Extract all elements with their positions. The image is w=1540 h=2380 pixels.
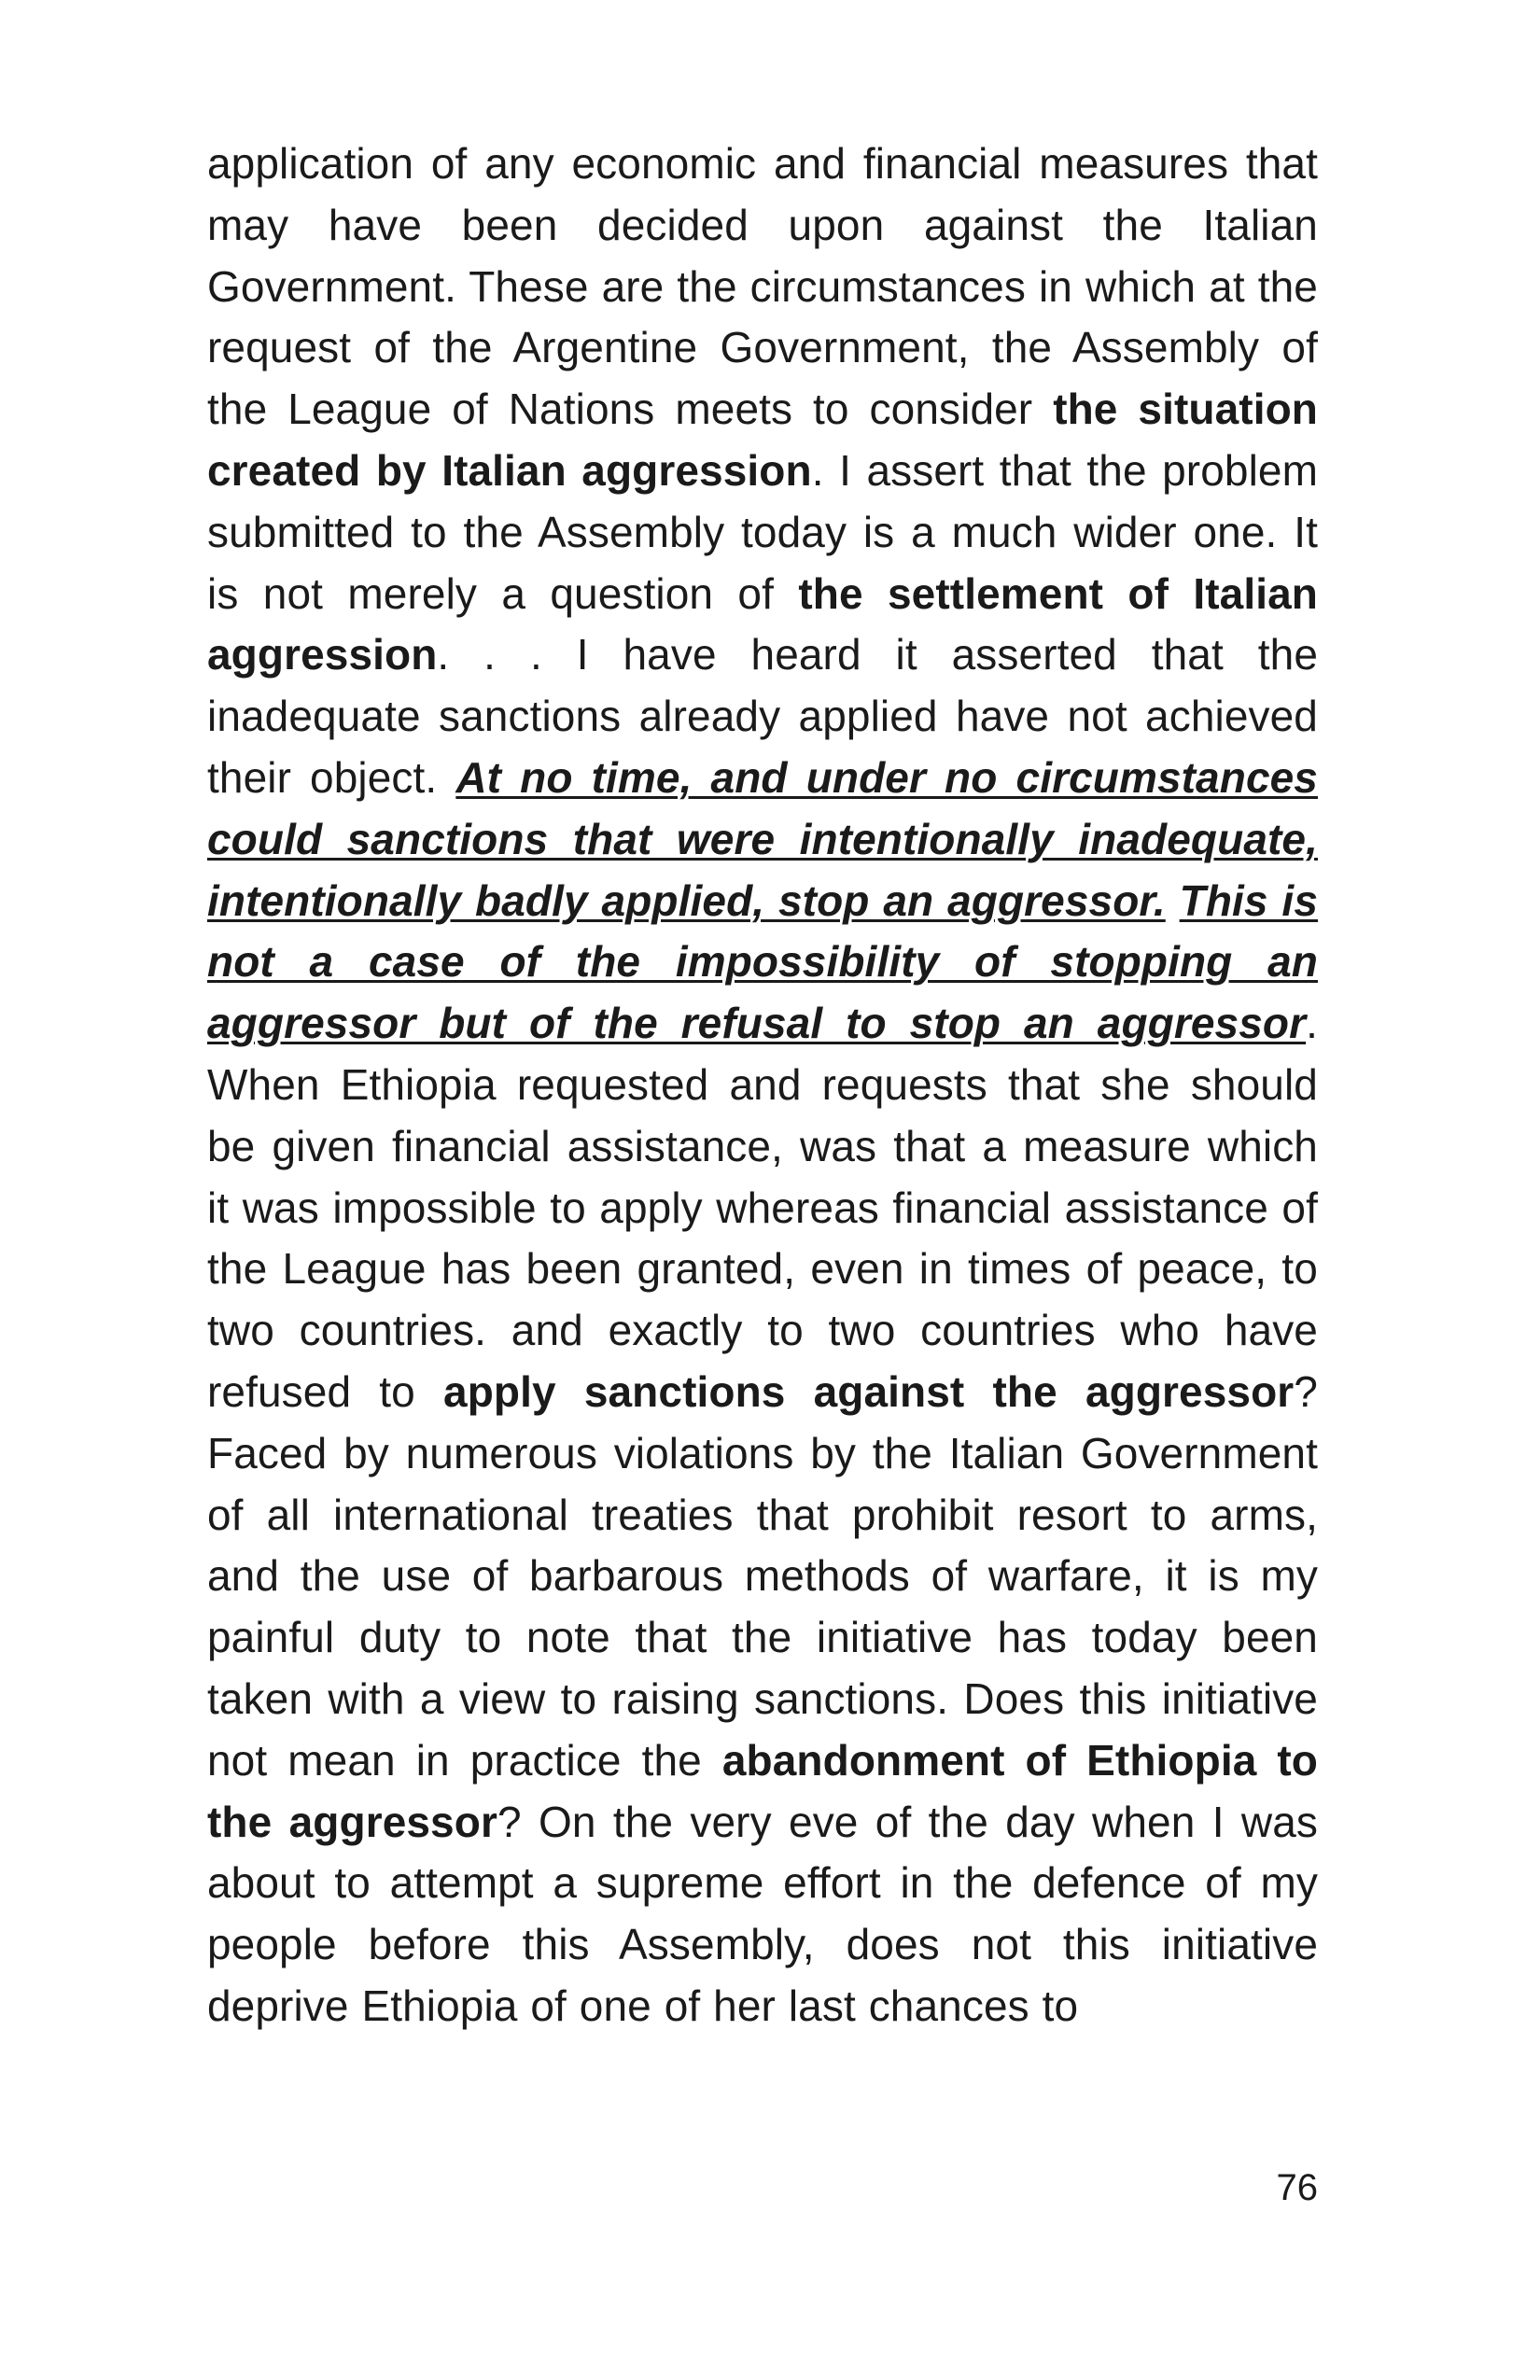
text-segment: . . . I have heard it asserted that the inadequate sanctions already applied have not achieved their object. (207, 630, 1318, 802)
body-paragraph (207, 133, 1318, 2037)
bold-phrase: the situation created by Italian aggression (207, 385, 1318, 495)
page-number: 76 (1276, 2167, 1318, 2208)
text-segment: . When Ethiopia requested and requests that she should be given financial assistance, was that a measure which it was impossible to apply whereas financial assistance of the League has been granted, even in times of peace, to two countries. and exactly to two countries who have refused to (207, 999, 1318, 1416)
emphasized-phrase: This is not a case of the impossibility of stopping an aggressor but of the refusal to stop an aggressor (207, 875, 1319, 1048)
emphasized-phrase: At no time, and under no circumstances could sanctions that were intentionally inadequate, intentionally badly applied, stop an aggressor. (207, 752, 1318, 925)
text-segment (1166, 876, 1180, 925)
text-segment: ? On the very eve of the day when I was about to attempt a supreme effort in the defence of my people before this Assembly, does not this initiative deprive Ethiopia of one of her last chances to (207, 1797, 1318, 2030)
bold-phrase: abandonment of Ethiopia to the aggressor (207, 1735, 1319, 1846)
text-segment: ? Faced by numerous violations by the Italian Government of all international treaties that prohibit resort to arms, and the use of barbarous methods of warfare, it is my painful duty to note that the initiative has today been taken with a view to raising sanctions. Does this initiative not mean in practice the (207, 1366, 1318, 1785)
text-segment: . I assert that the problem submitted to the Assembly today is a much wider one. It is not merely a question of (207, 445, 1319, 618)
bold-phrase: apply sanctions against the aggressor (443, 1366, 1295, 1416)
text-segment: application of any economic and financial measures that may have been decided upon against the Italian Government. These are the circumstances in which at the request of the Argentine Government, the Assembly of the League of Nations meets to consider (207, 139, 1318, 434)
bold-phrase: the settlement of Italian aggression (207, 568, 1318, 679)
